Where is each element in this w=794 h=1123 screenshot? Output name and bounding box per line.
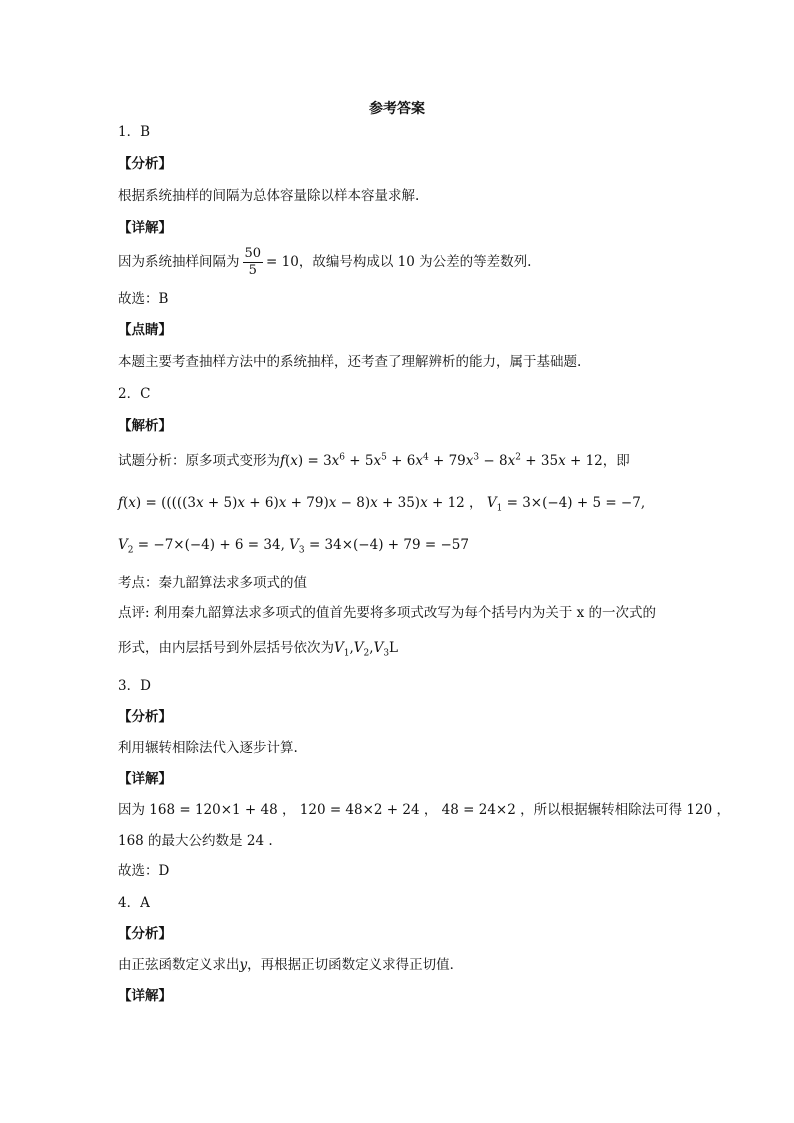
q4-analysis-suffix: ，再根据正切函数定义求得正切值． (247, 957, 464, 973)
q2-kaodian: 考点：秦九韶算法求多项式的值 (118, 575, 307, 591)
q1-analysis-text: 根据系统抽样的间隔为总体容量除以样本容量求解. (118, 188, 420, 204)
q4-detail-heading: 【详解】 (118, 988, 172, 1004)
q4-analysis-heading: 【分析】 (118, 926, 172, 942)
q3-analysis-heading: 【分析】 (118, 709, 172, 725)
q1-fraction-denominator: 5 (248, 263, 257, 278)
q2-v-sequence: $V_1,V_2,V_3$ (334, 640, 390, 659)
q3-choice: 故选：D (118, 863, 170, 879)
q1-detail-heading: 【详解】 (118, 220, 172, 236)
q2-line1-suffix: ，即 (602, 453, 630, 469)
q1-analysis-heading: 【分析】 (118, 156, 172, 172)
q1-fraction (243, 246, 264, 279)
q3-answer: 3．D (118, 678, 151, 694)
q2-analysis-heading: 【解析】 (118, 418, 172, 434)
q2-steps: $V_2 = -7\times(-4) + 6 = 34$, $V_3 = 34\times(-4) + 79 = -57$ (118, 537, 469, 556)
q1-fraction-numerator: 50 (244, 246, 262, 261)
q1-detail-equation: = 10 (266, 254, 299, 270)
q3-detail-line1: 因为 168 = 120×1 + 48 ， 120 = 48×2 + 24 ， 48 = 24×2 ，所以根据辗转相除法可得 120 ， (118, 802, 730, 818)
q2-dianping-suffix: L (389, 640, 399, 656)
q1-answer: 1．B (118, 124, 151, 140)
q4-analysis-prefix: 由正弦函数定义求出 (118, 957, 240, 973)
q2-answer: 2．C (118, 386, 151, 402)
q1-comment-heading: 【点睛】 (118, 322, 172, 338)
q1-comment-text: 本题主要考查抽样方法中的系统抽样，还考查了理解辨析的能力，属于基础题. (118, 354, 582, 370)
q2-line1-prefix: 试题分析：原多项式变形为 (118, 453, 280, 469)
q2-dianping-prefix: 形式，由内层括号到外层括号依次为 (118, 640, 334, 656)
q2-horner-form: f(x) = (((((3x + 5)x + 6)x + 79)x − 8)x + 35)x + 12 ， $V_1 = 3\times(-4) + 5 = -7$, (118, 495, 646, 514)
q2-polynomial: $f(x) = 3x^6 + 5x^5 + 6x^4 + 79x^3 - 8x^2 + 35x + 12$ (280, 452, 603, 469)
q2-line1 (118, 452, 630, 470)
q2-dianping-line2 (118, 639, 398, 657)
q1-choice: 故选：B (118, 291, 169, 307)
q3-detail-heading: 【详解】 (118, 771, 172, 787)
q3-detail-line2: 168 的最大公约数是 24 . (118, 833, 273, 849)
q1-detail-suffix: ，故编号构成以 10 为公差的等差数列. (298, 254, 532, 270)
q4-answer: 4．A (118, 895, 150, 911)
q4-analysis-line (118, 956, 463, 974)
q2-dianping-line1: 点评: 利用秦九韶算法求多项式的值首先要将多项式改写为每个括号内为关于 x 的一次式的 (118, 605, 657, 621)
q1-detail-line (118, 246, 531, 279)
q4-analysis-variable: y (239, 957, 248, 973)
page-title: 参考答案 (369, 101, 425, 117)
q3-analysis-text: 利用辗转相除法代入逐步计算. (118, 740, 298, 756)
q1-detail-prefix: 因为系统抽样间隔为 (118, 254, 240, 270)
